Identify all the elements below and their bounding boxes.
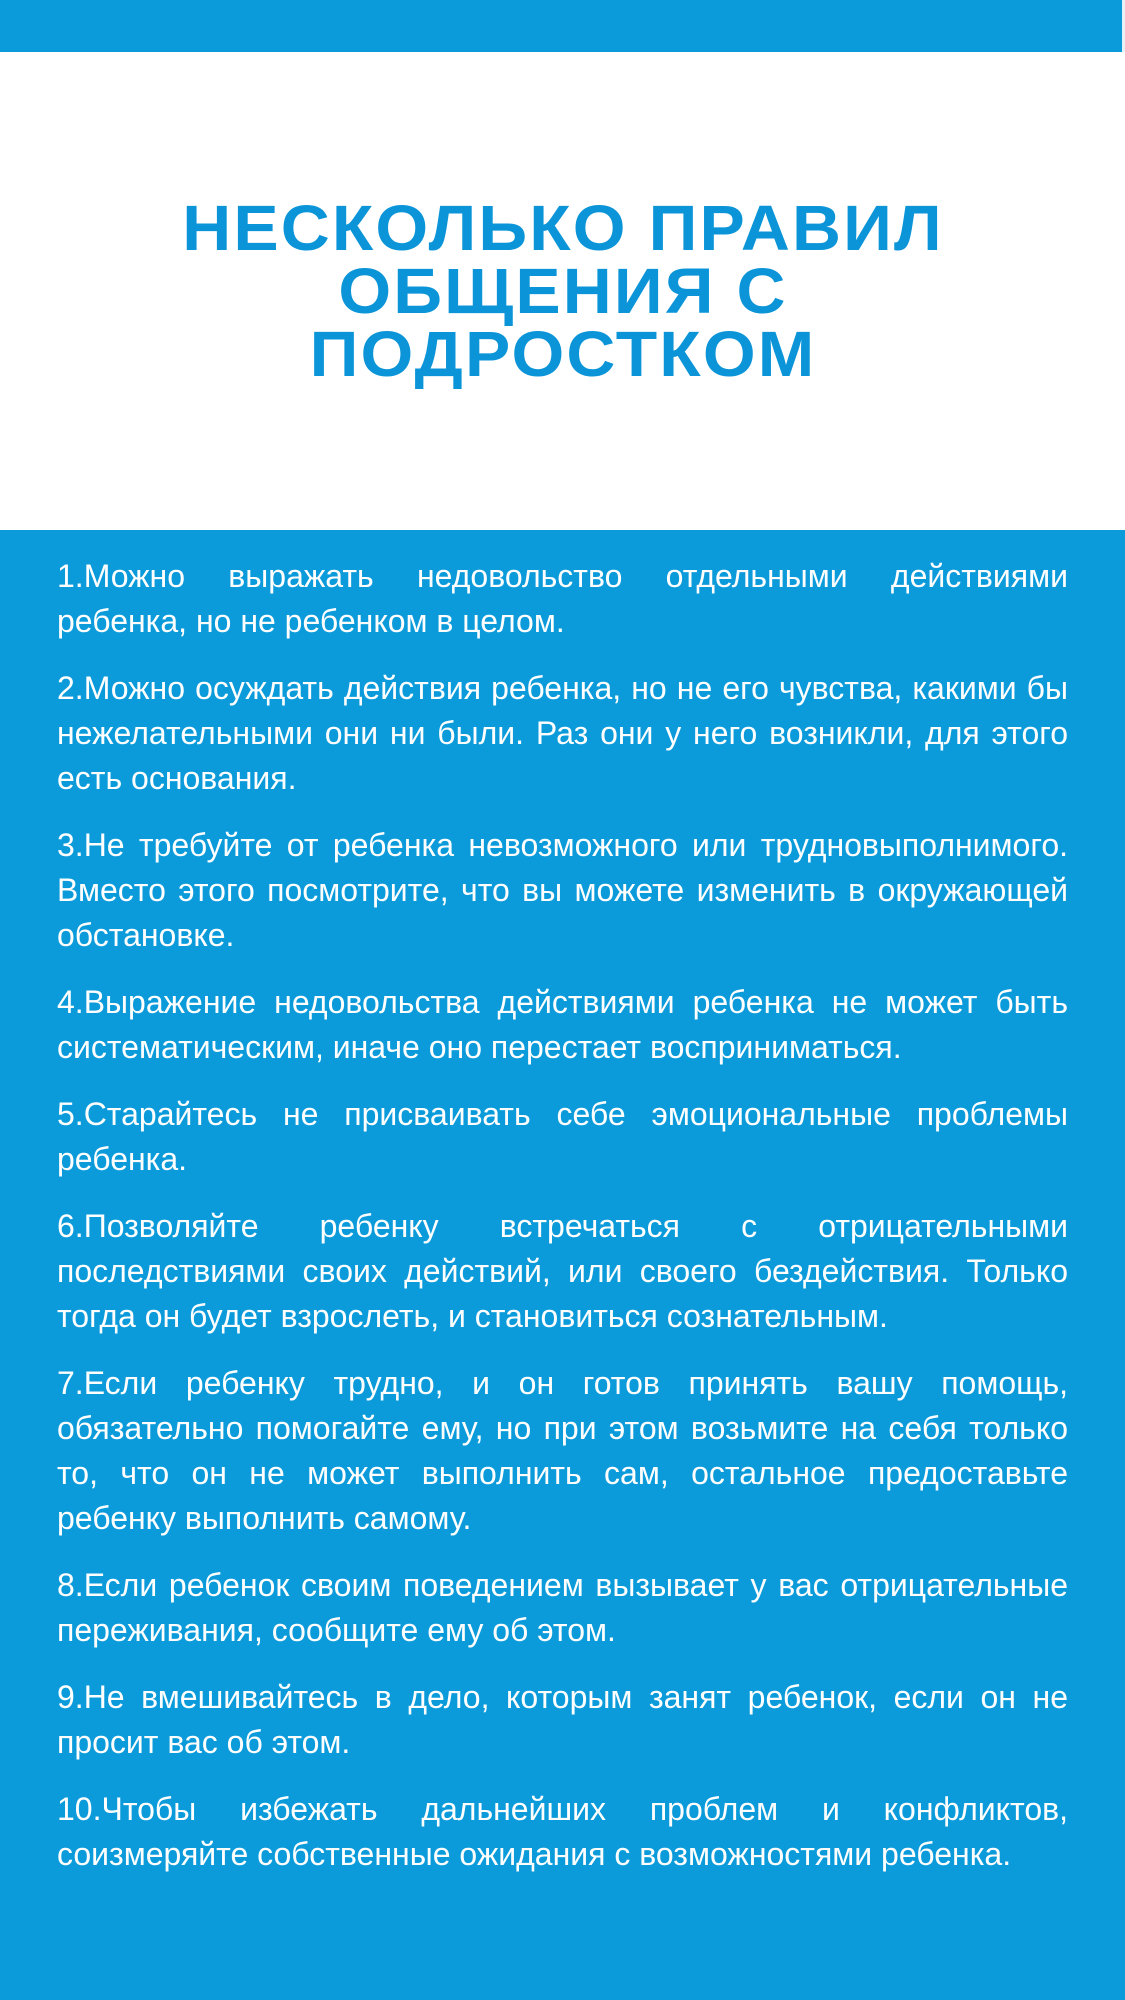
top-accent-bar — [0, 0, 1125, 52]
rule-item-10 — [57, 1787, 1068, 1877]
rule-text-8: 8.Если ребенок своим поведением вызывает у вас отрицательные переживания, сообщите ему об этом. — [57, 1567, 1068, 1648]
rule-item-8 — [57, 1563, 1068, 1653]
rule-item-1 — [57, 554, 1068, 644]
rule-text-4: 4.Выражение недовольства действиями ребенка не может быть систематическим, иначе оно перестает восприниматься. — [57, 984, 1068, 1065]
rule-text-3: 3.Не требуйте от ребенка невозможного или трудновыполнимого. Вместо этого посмотрите, что вы можете изменить в окружающей обстановке. — [57, 827, 1068, 953]
rule-text-7: 7.Если ребенку трудно, и он готов принять вашу помощь, обязательно помогайте ему, но при этом возьмите на себя только то, что он не может выполнить сам, остальное предоставьте ребенку выполнить самому. — [57, 1365, 1068, 1536]
rule-item-4 — [57, 980, 1068, 1070]
rule-text-1: 1.Можно выражать недовольство отдельными действиями ребенка, но не ребенком в целом. — [57, 558, 1068, 639]
rule-item-6 — [57, 1204, 1068, 1339]
rule-text-10: 10.Чтобы избежать дальнейших проблем и конфликтов, соизмеряйте собственные ожидания с возможностями ребенка. — [57, 1791, 1068, 1872]
rule-text-6: 6.Позволяйте ребенку встречаться с отрицательными последствиями своих действий, или своего бездействия. Только тогда он будет взрослеть, и становиться сознательным. — [57, 1208, 1068, 1334]
rule-item-2 — [57, 666, 1068, 801]
rule-item-5 — [57, 1092, 1068, 1182]
rules-section — [0, 530, 1125, 2000]
rule-item-3 — [57, 823, 1068, 958]
header-section — [0, 52, 1125, 530]
rule-text-5: 5.Старайтесь не присваивать себе эмоциональные проблемы ребенка. — [57, 1096, 1068, 1177]
rule-item-9 — [57, 1675, 1068, 1765]
rules-list — [0, 530, 1125, 1877]
page-title: НЕСКОЛЬКО ПРАВИЛ ОБЩЕНИЯ С ПОДРОСТКОМ — [181, 191, 944, 390]
rule-text-9: 9.Не вмешивайтесь в дело, которым занят ребенок, если он не просит вас об этом. — [57, 1679, 1068, 1760]
rule-text-2: 2.Можно осуждать действия ребенка, но не его чувства, какими бы нежелательными они ни были. Раз они у него возникли, для этого есть основания. — [57, 670, 1068, 796]
rule-item-7 — [57, 1361, 1068, 1541]
